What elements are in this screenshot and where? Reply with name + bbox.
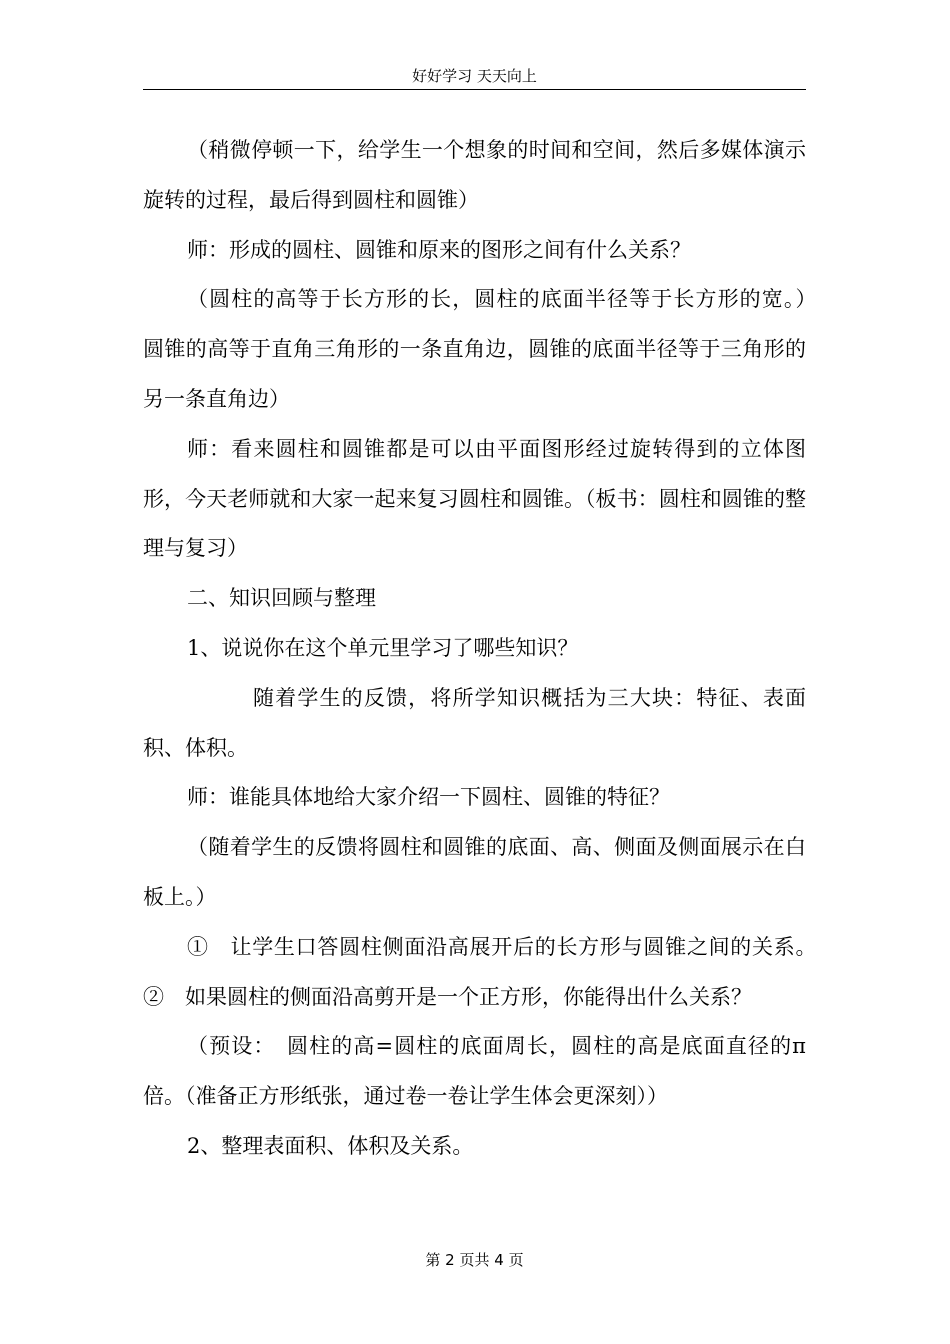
paragraph-teacher-question-relation: 师：形成的圆柱、圆锥和原来的图形之间有什么关系？ bbox=[187, 237, 691, 262]
paragraph-three-blocks: 随着学生的反馈，将所学知识概括为三大块：特征、表面积、体积。 bbox=[143, 685, 806, 760]
document-body bbox=[143, 126, 827, 1172]
paragraph-teacher-intro-review: 师：看来圆柱和圆锥都是可以由平面图形经过旋转得到的立体图形，今天老师就和大家一起来复习圆柱和圆锥。（板书：圆柱和圆锥的整理与复习） bbox=[143, 436, 806, 561]
paragraph-oral-answers: ① 让学生口答圆柱侧面沿高展开后的长方形与圆锥之间的关系。 ② 如果圆柱的侧面沿高剪开是一个正方形，你能得出什么关系？ bbox=[143, 934, 827, 1009]
header-divider bbox=[143, 89, 806, 90]
paragraph-organize-area-volume: 2、整理表面积、体积及关系。 bbox=[187, 1133, 474, 1158]
paragraph-whiteboard-display: （随着学生的反馈将圆柱和圆锥的底面、高、侧面及侧面展示在白板上。） bbox=[143, 835, 806, 909]
question-what-learned: 1、说说你在这个单元里学习了哪些知识？ bbox=[187, 635, 579, 660]
paragraph-preset-pi: （预设： 圆柱的高=圆柱的底面周长，圆柱的高是底面直径的π 倍。（准备正方形纸张，通过卷一卷让学生体会更深刻）） bbox=[143, 1034, 806, 1109]
paragraph-cylinder-cone-relation: （圆柱的高等于长方形的长，圆柱的底面半径等于长方形的宽。） 圆锥的高等于直角三角形的一条直角边，圆锥的底面半径等于三角形的另一条直角边） bbox=[143, 287, 827, 411]
paragraph-teacher-features-question: 师：谁能具体地给大家介绍一下圆柱、圆锥的特征？ bbox=[187, 785, 670, 810]
page-header: 好好学习 天天向上 bbox=[412, 67, 537, 85]
paragraph-pause-demo: （稍微停顿一下，给学生一个想象的时间和空间，然后多媒体演示旋转的过程，最后得到圆柱和圆锥） bbox=[143, 138, 806, 212]
section-heading-knowledge-review: 二、知识回顾与整理 bbox=[187, 586, 376, 611]
page-footer: 第 2 页共 4 页 bbox=[425, 1251, 524, 1269]
